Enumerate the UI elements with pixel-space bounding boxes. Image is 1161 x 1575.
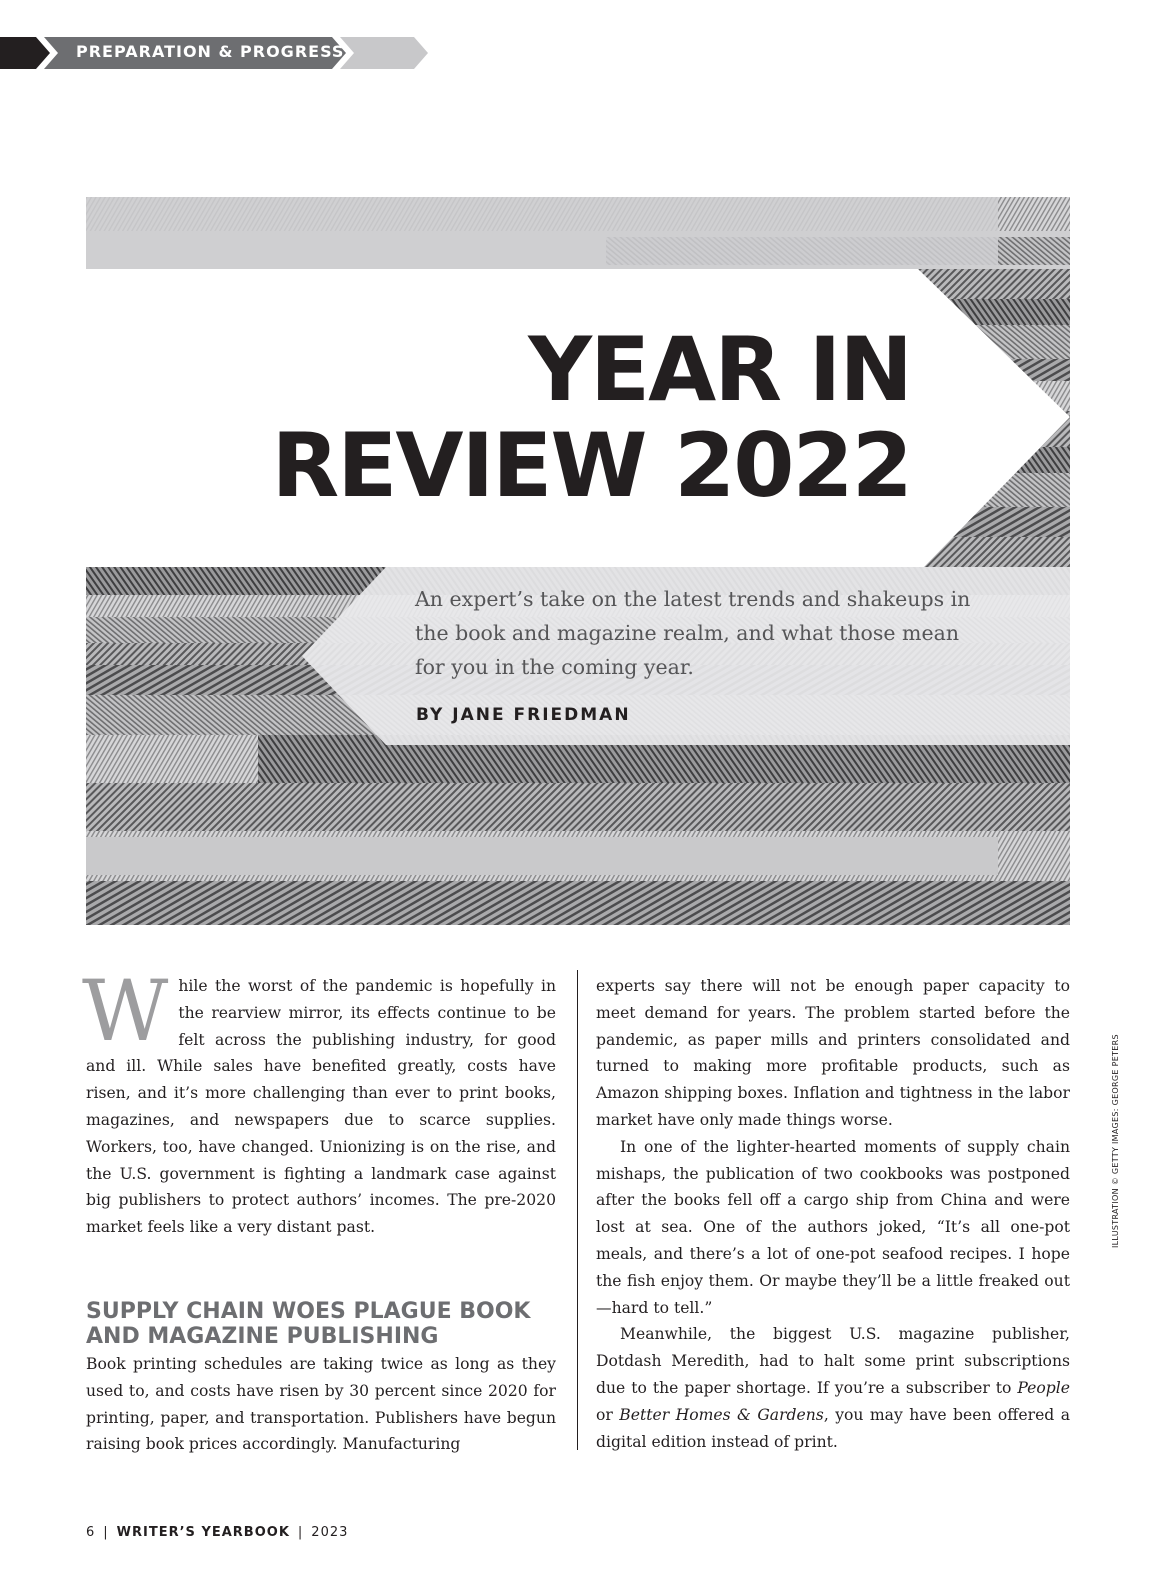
cookbook-paragraph: In one of the lighter-hearted moments of supply chain mishaps, the publication of two cookbooks was postponed after the books fell off a cargo ship from China and were lost at sea. One of the authors joked, “It’s all one-pot meals, and there’s a lot of one-pot seafood recipes. I hope the fish enjoy them. Or maybe they’ll be a little freaked out—hard to tell.” <box>596 1137 1070 1317</box>
page-footer <box>86 1525 348 1540</box>
magazine-title-bhg: Better Homes & Gardens <box>619 1405 824 1424</box>
page-number: 6 <box>86 1525 96 1540</box>
magazine-paragraph <box>596 1321 1070 1455</box>
magazine-text-b: or <box>596 1405 620 1424</box>
magazine-text-c: , you may have been offered a digital edition instead of print. <box>596 1405 1070 1451</box>
hatched-stripes-graphic <box>86 197 1070 925</box>
section-subhead <box>86 1299 556 1349</box>
magazine-title-people: People <box>1017 1378 1070 1397</box>
article-dek: An expert’s take on the latest trends and shakeups in the book and magazine realm, and what those mean for you in the coming year. <box>415 587 971 679</box>
article-title <box>271 318 911 517</box>
subhead-line-1: SUPPLY CHAIN WOES PLAGUE BOOK <box>86 1298 531 1324</box>
publication-year: 2023 <box>311 1525 349 1540</box>
body-column-left <box>82 962 556 1458</box>
drop-cap: W <box>82 962 169 1060</box>
supply-paragraph-continued: experts say there will not be enough paper capacity to meet demand for years. The problem started before the pandemic, as paper mills and printers consolidated and turned to making more profitable products, such as Amazon shipping boxes. Inflation and tightness in the labor market have only made things worse. <box>596 977 1070 1129</box>
column-divider <box>577 970 578 1450</box>
title-line-2: REVIEW 2022 <box>271 414 911 517</box>
hero-illustration <box>86 197 1070 925</box>
subhead-line-2: AND MAGAZINE PUBLISHING <box>86 1323 439 1349</box>
intro-text: hile the worst of the pandemic is hopefully in the rearview mirror, its effects continue to be felt across the publishing industry, for good and ill. While sales have benefited greatly, costs have risen, and it’s more challenging than ever to print books, magazines, and newspapers due to scarce supplies. Workers, too, have changed. Unionizing is on the rise, and the U.S. government is fighting a landmark case against big publishers to protect authors’ incomes. The pre-2020 market feels like a very distant past. <box>86 977 556 1237</box>
publication-name: WRITER’S YEARBOOK <box>116 1525 290 1540</box>
body-column-right <box>596 973 1070 1455</box>
byline: BY JANE FRIEDMAN <box>416 705 631 725</box>
intro-paragraph <box>82 962 556 1241</box>
title-line-1: YEAR IN <box>528 318 911 421</box>
magazine-text-a: Meanwhile, the biggest U.S. magazine publisher, Dotdash Meredith, had to halt some print subscriptions due to the paper shortage. If you’re a subscriber to <box>596 1325 1070 1397</box>
footer-separator: | <box>297 1525 304 1540</box>
illustration-credit: ILLUSTRATION © GETTY IMAGES: GEORGE PETERS <box>1111 1034 1120 1248</box>
section-label: PREPARATION & PROGRESS <box>76 42 345 61</box>
supply-paragraph-start: Book printing schedules are taking twice as long as they used to, and costs have risen by 30 percent since 2020 for printing, paper, and transportation. Publishers have begun raising book prices accordingly. Manufacturing <box>86 1354 556 1454</box>
footer-separator: | <box>103 1525 109 1540</box>
